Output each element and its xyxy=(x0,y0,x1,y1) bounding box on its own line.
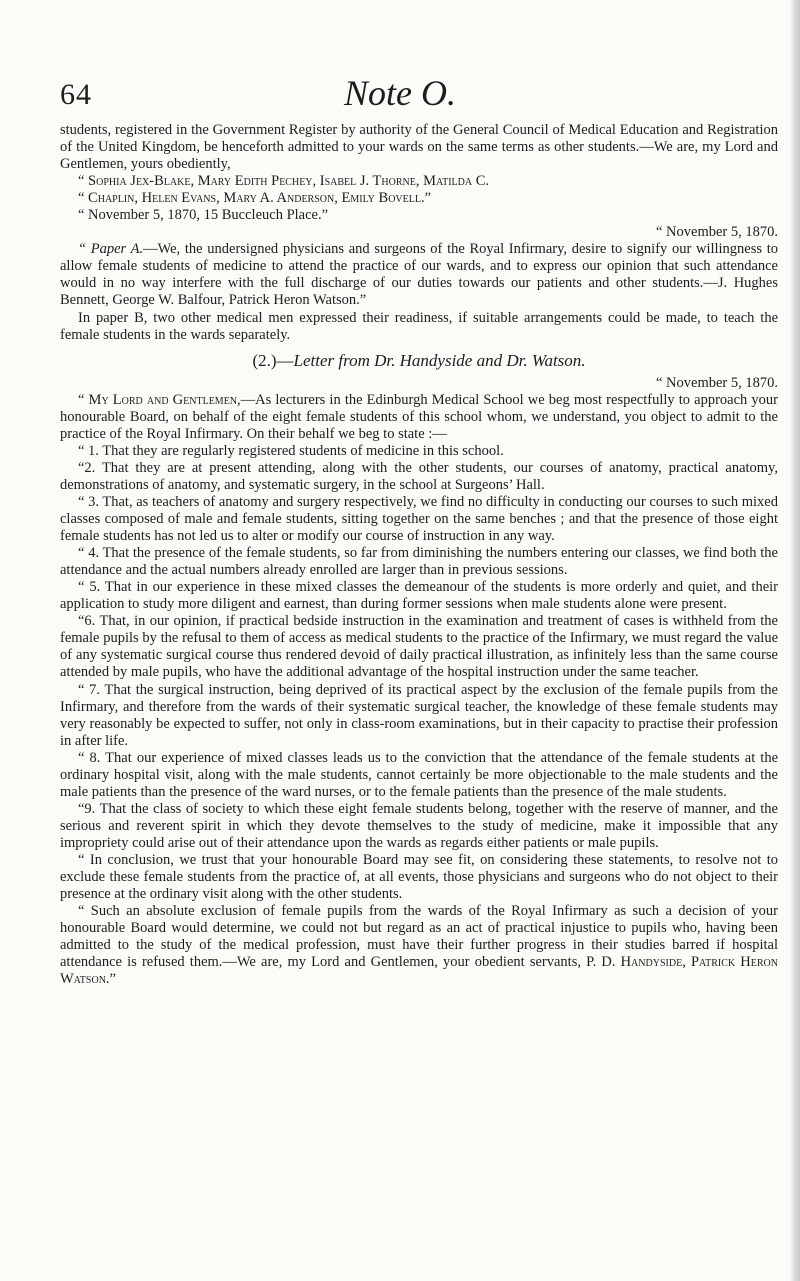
letter-closing-paragraph xyxy=(60,903,778,988)
paper-a-label: “ Paper A. xyxy=(78,241,144,258)
memorial-continuation: students, registered in the Government Register by authority of the General Council of Medical Education and Registration of the United Kingdom, be henceforth admitted to your wards on the same terms as other students.—We are, my Lord and Gentlemen, yours obediently, xyxy=(60,122,778,173)
letter-conclusion: “ In conclusion, we trust that your honourable Board may see fit, on considering these statements, to resolve not to exclude these female students from the practice of, at all events, those physicians and surgeons who do not object to their presence at the ordinary visit along with the other students. xyxy=(60,851,778,903)
memorial-dateline: “ November 5, 1870, 15 Buccleuch Place.” xyxy=(78,207,329,224)
letter-salutation: “ My Lord and Gentlemen, xyxy=(78,391,241,408)
section-number: (2.)— xyxy=(252,350,294,370)
letter-point-3: “ 3. That, as teachers of anatomy and surgery respectively, we find no difficulty in conducting our courses to such mixed classes composed of male and female students, sitting together on the same benches ; and that the presence of those eight female students has not led us to alter or modify our course of instruction in any way. xyxy=(60,493,778,545)
letter-point-6: “6. That, in our opinion, if practical bedside instruction in the examination and treatment of cases is withheld from the female pupils by the refusal to them of access as medical students to the practice of the Infirmary, we must regard the value of any systematic surgical course thus rendered devoid of daily practical illustration, as infinitely less than the same course attended by male pupils, who have the additional advantage of the hospital instruction under the same teacher. xyxy=(60,613,778,681)
letter-point-7: “ 7. That the surgical instruction, being deprived of its practical aspect by the exclusion of the female pupils from the Infirmary, and therefore from the wards of their systematic surgical teacher, the knowledge of these female students may very reasonably be expected to suffer, not only in class-room examinations, but in their capacity to practise their profession in after life. xyxy=(60,681,778,749)
letter-opening: —As lecturers in the Edinburgh Medical School we beg most respectfully to approach your honourable Board, on behalf of the eight female students of this school whom, we understand, you object to admit to the practice of the Royal Infirmary. On their behalf we beg to state :— xyxy=(60,391,778,442)
letter-point-5: “ 5. That in our experience in these mixed classes the demeanour of the students is more orderly and quiet, and their application to study more diligent and earnest, than during former sessions when male students alone were present. xyxy=(60,579,778,613)
paper-b-text: two other medical men expressed their readiness, if suitable arrangements could be made, to teach the female students in the wards separately. xyxy=(60,309,779,343)
letter-signature: P. D. Handyside, Patrick Heron Watson.” xyxy=(60,954,778,988)
section-heading xyxy=(60,352,778,369)
running-head: Note O. xyxy=(344,73,456,113)
page-body xyxy=(60,122,778,988)
paper-b-label: In paper B, xyxy=(78,309,148,326)
paper-a-date: “ November 5, 1870. xyxy=(655,224,778,241)
letter-date: “ November 5, 1870. xyxy=(655,374,778,391)
letter-point-9: “9. That the class of society to which these eight female students belong, together with the reserve of manner, and the serious and reverent spirit in which they devote themselves to the study of medicine, make it impossible that any impropriety could arise out of their attendance upon the wards as regards either patients or male pupils. xyxy=(60,800,778,851)
letter-point-1: “ 1. That they are regularly registered students of medicine in this school. xyxy=(78,442,504,459)
signatories-line-2: “ Chaplin, Helen Evans, Mary A. Anderson, Emily Bovell.” xyxy=(78,190,432,207)
letter-opening-paragraph xyxy=(60,392,778,443)
letter-point-4: “ 4. That the presence of the female students, so far from diminishing the numbers entering our classes, we find both the attendance and the actual numbers already enrolled are larger than in previous sessions. xyxy=(60,545,778,579)
letter-point-2: “2. That they are at present attending, along with the other students, our courses of anatomy, practical anatomy, demonstrations of anatomy, and systematic surgery, in the school at Surgeons’ Hall. xyxy=(60,459,778,493)
paper-b-paragraph xyxy=(60,310,778,344)
page-edge-shadow xyxy=(790,0,800,1281)
letter-closing-text: “ Such an absolute exclusion of female pupils from the wards of the Royal Infirmary as such a decision of your honourable Board would determine, we could not but regard as an act of practical injustice to pupils who, having been admitted to the study of the medical profession, must have their further progress in their studies barred if hospital attendance is refused them.—We are, my Lord and Gentlemen, your obedient servants, xyxy=(60,903,778,971)
signatories-line-1: “ Sophia Jex-Blake, Mary Edith Pechey, Isabel J. Thorne, Matilda C. xyxy=(78,173,489,190)
section-title: Letter from Dr. Handyside and Dr. Watson. xyxy=(293,350,586,370)
letter-point-8: “ 8. That our experience of mixed classes leads us to the conviction that the attendance of the female students at the ordinary hospital visit, along with the male students, cannot certainly be more objectionable to the male students and the male patients than the presence of the ward nurses, or to the female patients than the presence of the male students. xyxy=(60,749,778,800)
paper-a-text: —We, the undersigned physicians and surgeons of the Royal Infirmary, desire to signify our willingness to allow female students of medicine to attend the practice of our wards, and to express our opinion that such attendance would in no way interfere with the full discharge of our duties towards our patients and other students.—J. Hughes Bennett, George W. Balfour, Patrick Heron Watson.” xyxy=(60,241,778,309)
paper-a-paragraph xyxy=(60,241,778,309)
page-number: 64 xyxy=(60,78,92,111)
